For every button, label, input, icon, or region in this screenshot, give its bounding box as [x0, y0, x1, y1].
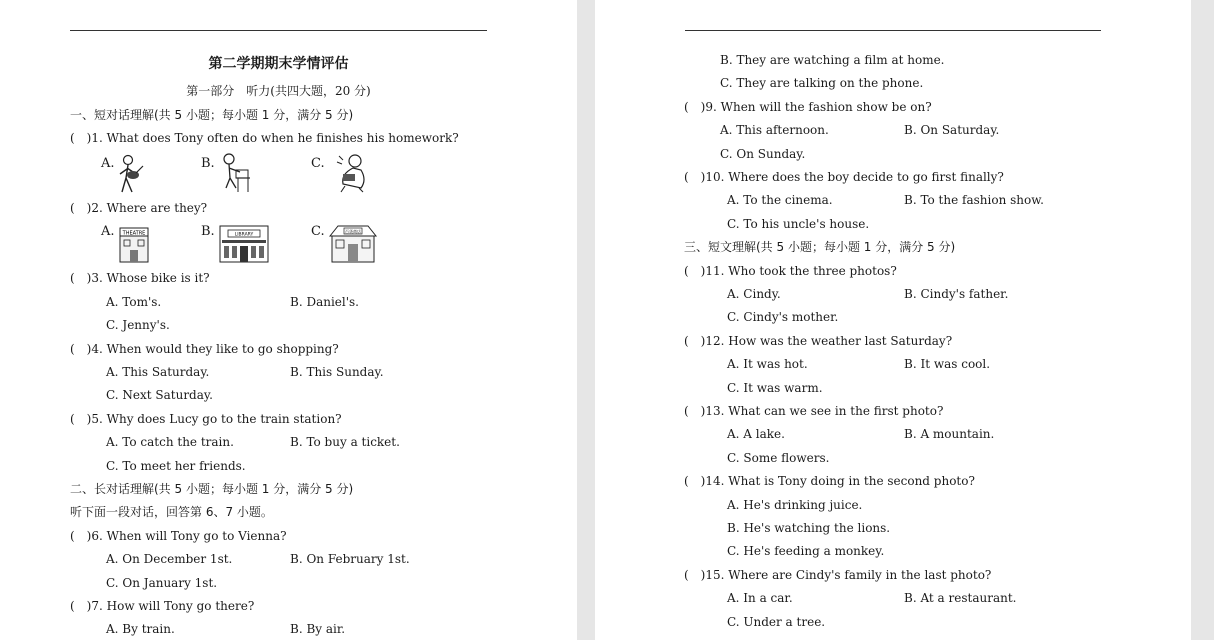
question-6: ( )6. When will Tony go to Vienna?: [70, 529, 287, 543]
option-b: B. At a restaurant.: [904, 591, 1017, 605]
question-4: ( )4. When would they like to go shopping?: [70, 342, 339, 356]
option-a: A. A lake.: [727, 427, 785, 441]
question-14: ( )14. What is Tony doing in the second photo?: [684, 474, 975, 488]
option-a: A. This Saturday.: [106, 365, 210, 379]
option-a: A. By train.: [106, 622, 175, 636]
section-heading: 三、短文理解(共 5 小题；每小题 1 分，满分 5 分): [684, 240, 956, 254]
exam-title: 第二学期期末学情评估: [208, 56, 349, 72]
person-playing-games-picture: [331, 152, 369, 194]
option-b: B. To buy a ticket.: [290, 435, 400, 449]
option-b: B. By air.: [290, 622, 346, 636]
department-store-picture: [328, 222, 378, 264]
option-c: C. Jenny's.: [106, 318, 170, 332]
store-sign: 百货商店: [345, 229, 361, 234]
instruction-text: 听下面一段对话，回答第 6、7 小题。: [70, 505, 273, 519]
option-b-label: B.: [201, 224, 215, 239]
option-c: C. They are talking on the phone.: [720, 76, 924, 90]
question-9: ( )9. When will the fashion show be on?: [684, 100, 932, 114]
option-c: C. It was warm.: [727, 381, 823, 395]
header-rule: [685, 30, 1101, 31]
part-subtitle: 第一部分 听力(共四大题，20 分): [186, 84, 371, 98]
option-b: B. On February 1st.: [290, 552, 410, 566]
option-c: C. Under a tree.: [727, 615, 826, 629]
option-b-label: B.: [201, 156, 215, 171]
exam-page-left: [0, 0, 577, 640]
library-sign: LIBRARY: [234, 232, 254, 238]
option-c-label: C.: [311, 224, 325, 239]
option-c: C. On Sunday.: [720, 147, 806, 161]
option-b: B. Daniel's.: [290, 295, 359, 309]
section-heading: 二、长对话理解(共 5 小题；每小题 1 分，满分 5 分): [70, 482, 354, 496]
question-2: ( )2. Where are they?: [70, 201, 208, 215]
library-building-picture: [218, 222, 270, 264]
option-b: B. Cindy's father.: [904, 287, 1009, 301]
option-a: A. He's drinking juice.: [727, 498, 863, 512]
theatre-building-picture: [118, 222, 150, 264]
option-c: C. Next Saturday.: [106, 388, 213, 402]
question-11: ( )11. Who took the three photos?: [684, 264, 897, 278]
question-3: ( )3. Whose bike is it?: [70, 271, 210, 285]
question-5: ( )5. Why does Lucy go to the train station?: [70, 412, 342, 426]
option-c: C. Some flowers.: [727, 451, 830, 465]
question-1: ( )1. What does Tony often do when he finishes his homework?: [70, 131, 459, 145]
option-b: B. On Saturday.: [904, 123, 1000, 137]
person-playing-guitar-picture: [114, 154, 146, 194]
option-b: B. To the fashion show.: [904, 193, 1044, 207]
option-a-label: A.: [101, 156, 115, 171]
option-b: B. It was cool.: [904, 357, 991, 371]
option-c: C. Cindy's mother.: [727, 310, 839, 324]
exam-page-right: [595, 0, 1191, 640]
theatre-sign: THEATRE: [122, 230, 146, 237]
option-b: B. This Sunday.: [290, 365, 384, 379]
option-a: A. On December 1st.: [106, 552, 233, 566]
question-15: ( )15. Where are Cindy's family in the last photo?: [684, 568, 992, 582]
option-a: A. Cindy.: [727, 287, 781, 301]
question-13: ( )13. What can we see in the first photo?: [684, 404, 944, 418]
option-a: A. Tom's.: [106, 295, 162, 309]
option-a: A. This afternoon.: [720, 123, 829, 137]
section-heading: 一、短对话理解(共 5 小题；每小题 1 分，满分 5 分): [70, 108, 354, 122]
option-b: B. He's watching the lions.: [727, 521, 891, 535]
option-a: A. In a car.: [727, 591, 793, 605]
question-12: ( )12. How was the weather last Saturday?: [684, 334, 953, 348]
option-c-label: C.: [311, 156, 325, 171]
person-reading-at-desk-picture: [216, 152, 252, 194]
option-a: A. To the cinema.: [727, 193, 833, 207]
option-a: A. It was hot.: [727, 357, 808, 371]
option-a-label: A.: [101, 224, 115, 239]
question-10: ( )10. Where does the boy decide to go first finally?: [684, 170, 1004, 184]
option-c: C. To meet her friends.: [106, 459, 246, 473]
question-7: ( )7. How will Tony go there?: [70, 599, 255, 613]
option-a: A. To catch the train.: [106, 435, 234, 449]
header-rule: [70, 30, 487, 31]
option-c: C. On January 1st.: [106, 576, 218, 590]
option-c: C. He's feeding a monkey.: [727, 544, 885, 558]
option-b: B. They are watching a film at home.: [720, 53, 945, 67]
option-c: C. To his uncle's house.: [727, 217, 870, 231]
option-b: B. A mountain.: [904, 427, 995, 441]
